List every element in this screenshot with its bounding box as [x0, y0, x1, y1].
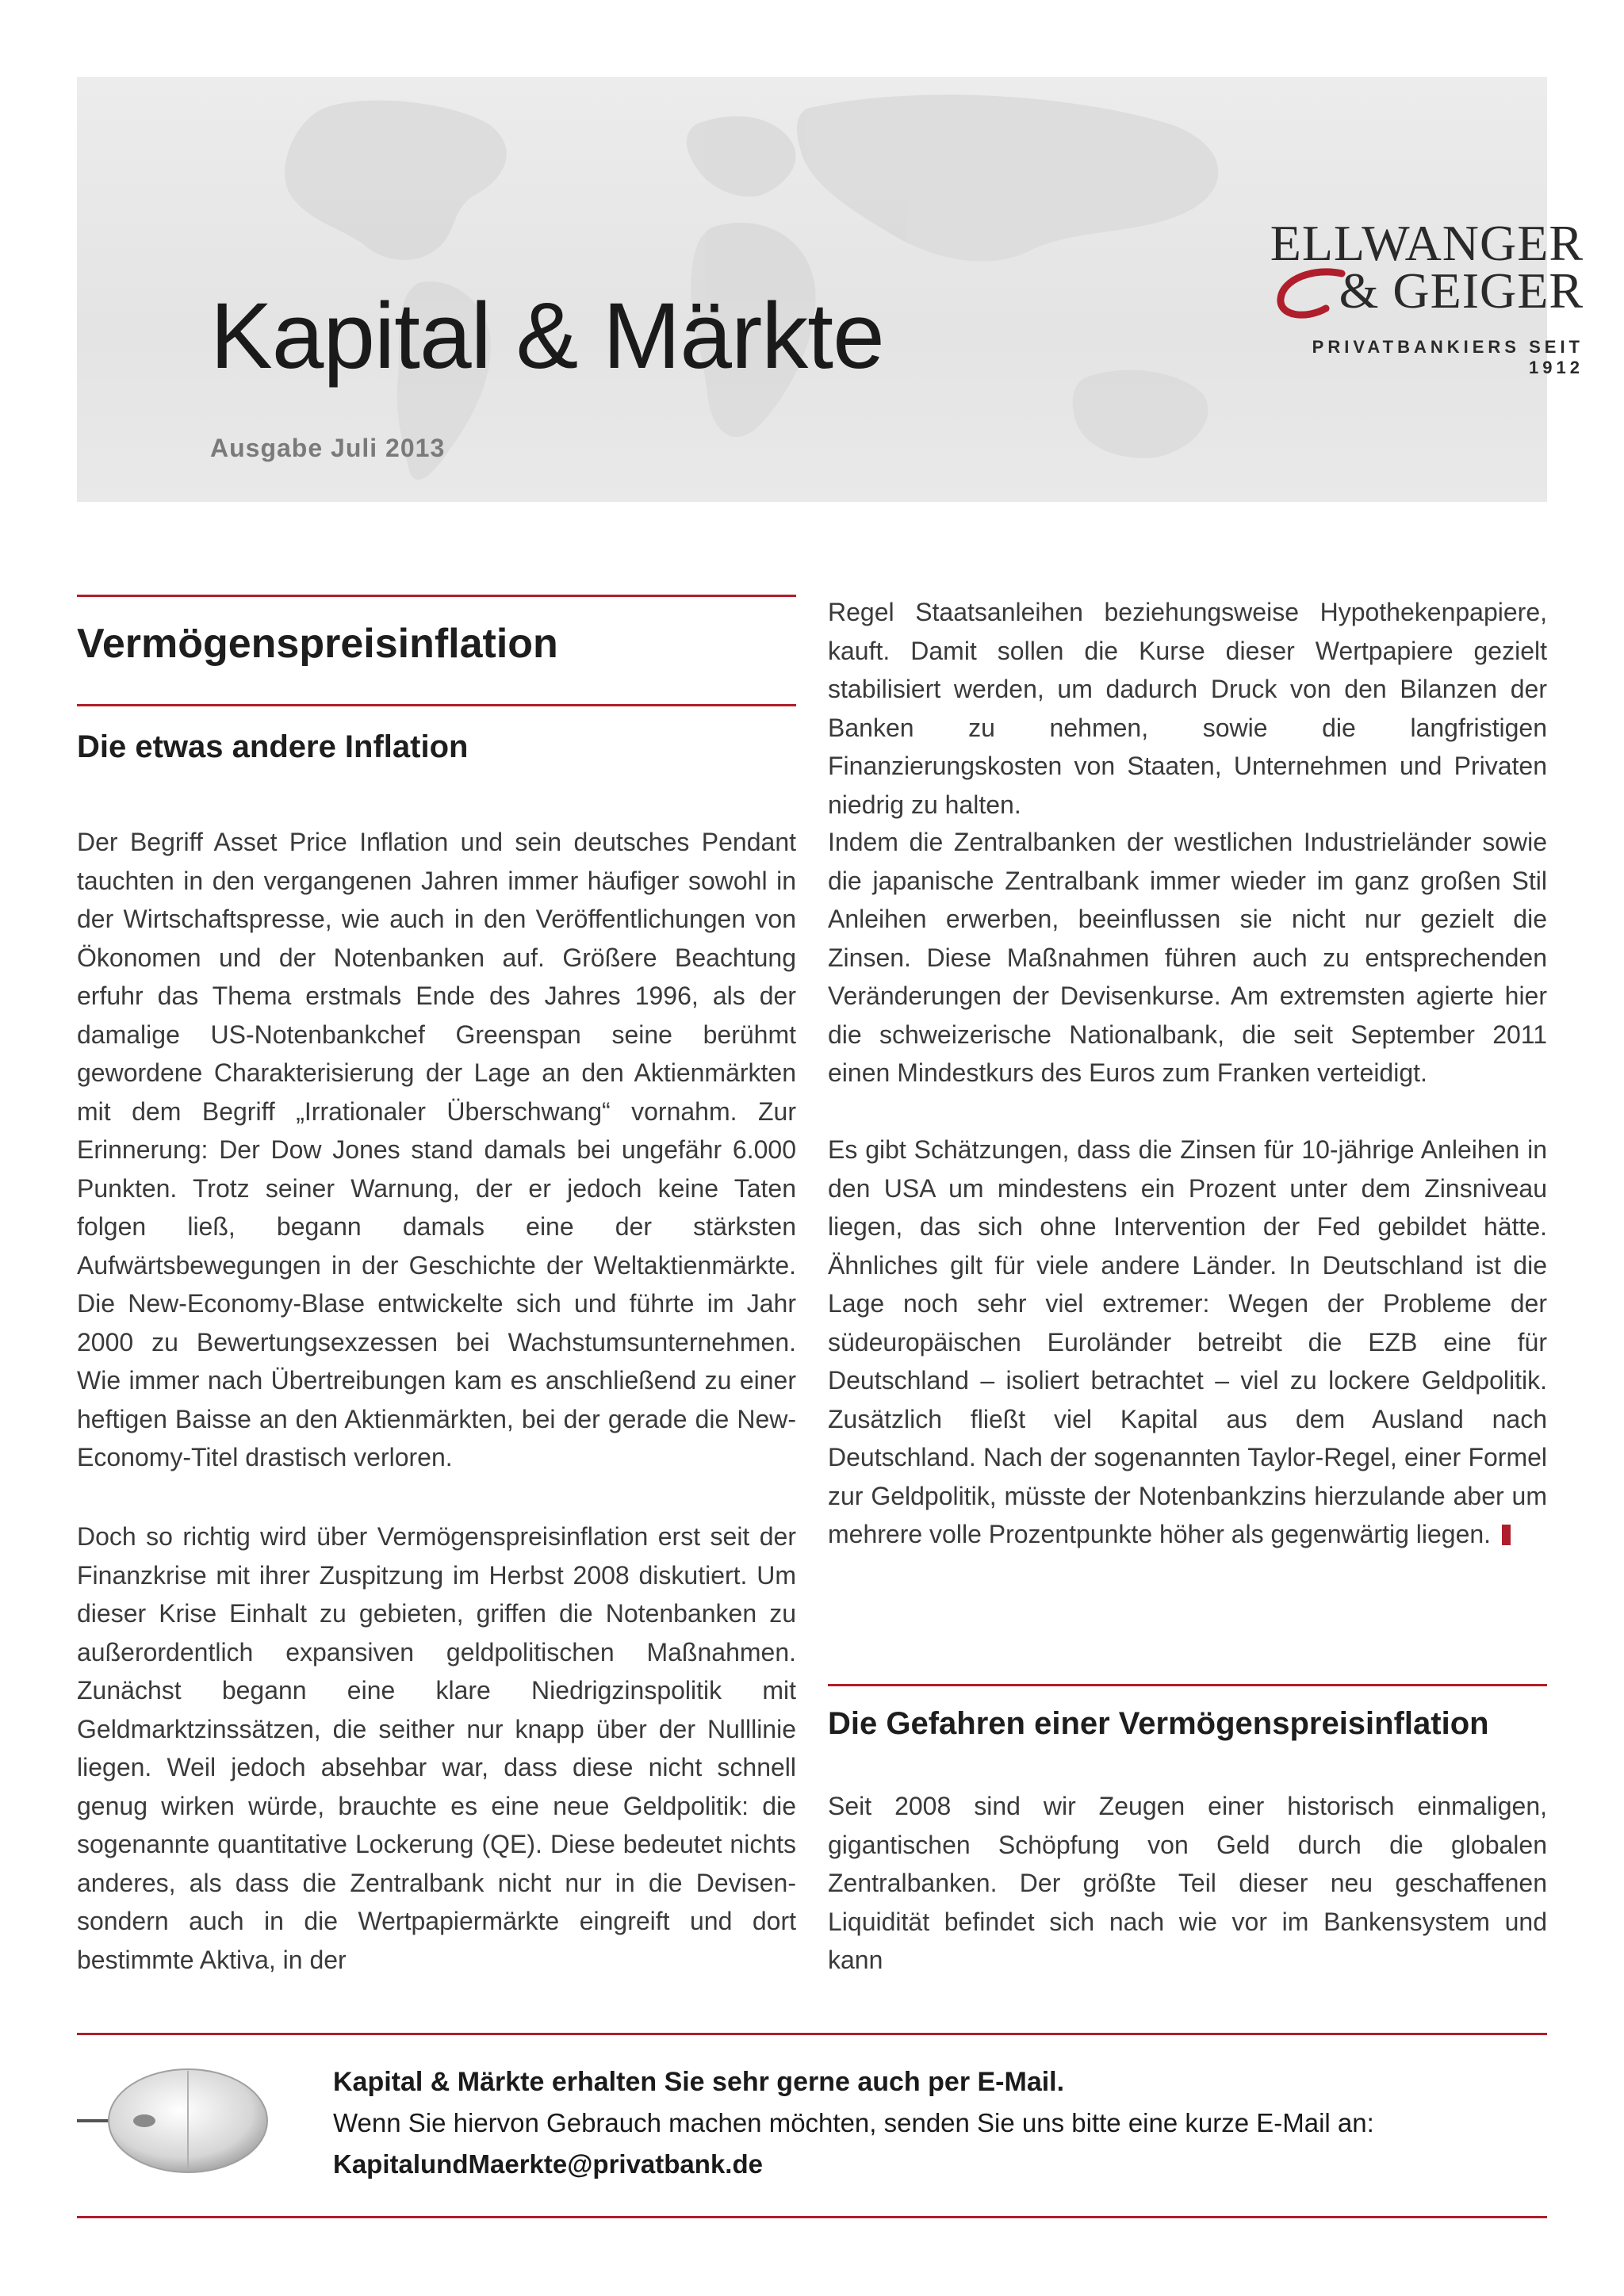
footer-instruction: Wenn Sie hiervon Gebrauch machen möchten, senden Sie uns bitte eine kurze E-Mail an: [333, 2108, 1374, 2137]
publication-title: Kapital & Märkte [210, 284, 884, 388]
article-paragraph: Doch so richtig wird über Vermögenspreisinflation erst seit der Finanzkrise mit ihrer Zuspitzung im Herbst 2008 diskutiert. Um dieser Krise Einhalt zu gebieten, griffen die Notenbanken zu außerordentlich expansiven geldpolitischen Maßnahmen. Zunächst begann eine klare Niedrigzinspolitik mit Geldmarktzinssätzen, die seither nur knapp über der Nulllinie liegen. Weil jedoch absehbar war, dass diese nicht schnell genug wirken würde, brauchte es eine neue Geldpolitik: die sogenannte quantitative Lockerung (QE). Diese bedeutet nichts anderes, als dass die Zentralbank nicht nur in die Devisen- sondern auch in die Wertpapiermärkte eingreift und dort bestimmte Aktiva, in der [77, 1522, 796, 1974]
right-column-body-3 [828, 1131, 1547, 1554]
logo-line-1: ELLWANGER [1270, 215, 1584, 271]
right-column-body-4 [828, 1787, 1547, 1980]
footer-headline: Kapital & Märkte erhalten Sie sehr gerne auch per E-Mail. [333, 2067, 1065, 2097]
logo-swoosh-icon [1266, 267, 1362, 323]
article-paragraph: Indem die Zentralbanken der westlichen Industrieländer sowie die japanische Zentralbank immer wieder im ganz großen Stil Anleihen erwerben, beeinflussen sie nicht nur gezielt die Zinsen. Diese Maßnahmen führen auch zu entsprechenden Veränderungen der Devisenkurse. Am extremsten agierte hier die schweizerische Nationalbank, die seit September 2011 einen Mindestkurs des Euros zum Franken verteidigt. [828, 828, 1547, 1087]
computer-mouse-icon [77, 2061, 267, 2180]
section-title: Vermögenspreisinflation [77, 621, 558, 667]
issue-label: Ausgabe Juli 2013 [210, 434, 446, 462]
divider-rule [828, 1684, 1547, 1686]
right-column-body-2 [828, 823, 1547, 1093]
paragraph-text: Es gibt Schätzungen, dass die Zinsen für 10-jährige Anleihen in den USA um mindestens ein Prozent unter dem Zinsniveau liegen, das sich ohne Intervention der Fed gebildet hätte. Ähnliches gilt für viele andere Länder. In Deutschland ist die Lage noch sehr viel extremer: Wegen der Probleme der südeuropäischen Euroländer betreibt die EZB eine für Deutschland – isoliert betrachtet – viel zu lockere Geldpolitik. Zusätzlich fließt viel Kapital aus dem Ausland nach Deutschland. Nach der sogenannten Taylor-Regel, einer Formel zur Geldpolitik, müsste der Notenbankzins hierzulande aber um mehrere volle Prozentpunkte höher als gegenwärtig liegen. [828, 1135, 1547, 1548]
left-column-body [77, 823, 796, 1477]
end-of-article-marker [1502, 1525, 1511, 1545]
section2-title-block [828, 1706, 1547, 1742]
article-paragraph: Der Begriff Asset Price Inflation und sein deutsches Pendant tauchten in den vergangenen Jahren immer häufiger sowohl in der Wirtschaftspresse, wie auch in den Veröffentlichungen von Ökonomen und der Notenbanken auf. Größere Beachtung erfuhr das Thema erstmals Ende des Jahres 1996, als der damalige US-Notenbankchef Greenspan seine berühmt gewordene Charakterisierung der Lage an den Aktienmärkten mit dem Begriff „Irrationaler Überschwang“ vornahm. Zur Erinnerung: Der Dow Jones stand damals bei ungefähr 6.000 Punkten. Trotz seiner Warnung, der er jedoch keine Taten folgen ließ, begann damals eine der stärksten Aufwärtsbewegungen in der Geschichte der Weltaktienmärkte. Die New-Economy-Blase entwickelte sich und führte im Jahr 2000 zu Bewertungsexzessen bei Wachstumsunternehmen. Wie immer nach Übertreibungen kam es anschließend zu einer heftigen Baisse an den Aktienmärkten, bei der gerade die New-Economy-Titel drastisch verloren. [77, 828, 796, 1471]
right-column-body-1 [828, 593, 1547, 824]
article-paragraph: Seit 2008 sind wir Zeugen einer historisch einmaligen, gigantischen Schöpfung von Geld durch die globalen Zentralbanken. Der größte Teil dieser neu geschaffenen Liquidität befindet sich nach wie vor im Bankensystem und kann [828, 1792, 1547, 1974]
logo-line-2: & GEIGER [1339, 262, 1584, 319]
logo-tagline: PRIVATBANKIERS SEIT 1912 [1312, 337, 1584, 377]
subtitle-block [77, 729, 796, 765]
article-paragraph [828, 1131, 1547, 1554]
bank-logo [1266, 215, 1584, 378]
divider-rule [77, 704, 796, 706]
footer-divider-top [77, 2033, 1547, 2035]
section-title-block [77, 620, 796, 668]
footer-email-link[interactable]: KapitalundMaerkte@privatbank.de [333, 2149, 763, 2179]
section2-title: Die Gefahren einer Vermögenspreisinflation [828, 1706, 1489, 1741]
footer-divider-bottom [77, 2216, 1547, 2218]
left-column-body-2 [77, 1517, 796, 1979]
article-paragraph: Regel Staatsanleihen beziehungsweise Hypothekenpapiere, kauft. Damit sollen die Kurse dieser Wertpapiere gezielt stabilisiert werden, um dadurch Druck von den Bilanzen der Banken zu nehmen, sowie die langfristigen Finanzierungskosten von Staaten, Unternehmen und Privaten niedrig zu halten. [828, 598, 1547, 819]
footer-text-block [333, 2061, 1554, 2185]
article-subtitle: Die etwas andere Inflation [77, 729, 469, 764]
divider-rule [77, 595, 796, 597]
header-banner [77, 77, 1584, 502]
